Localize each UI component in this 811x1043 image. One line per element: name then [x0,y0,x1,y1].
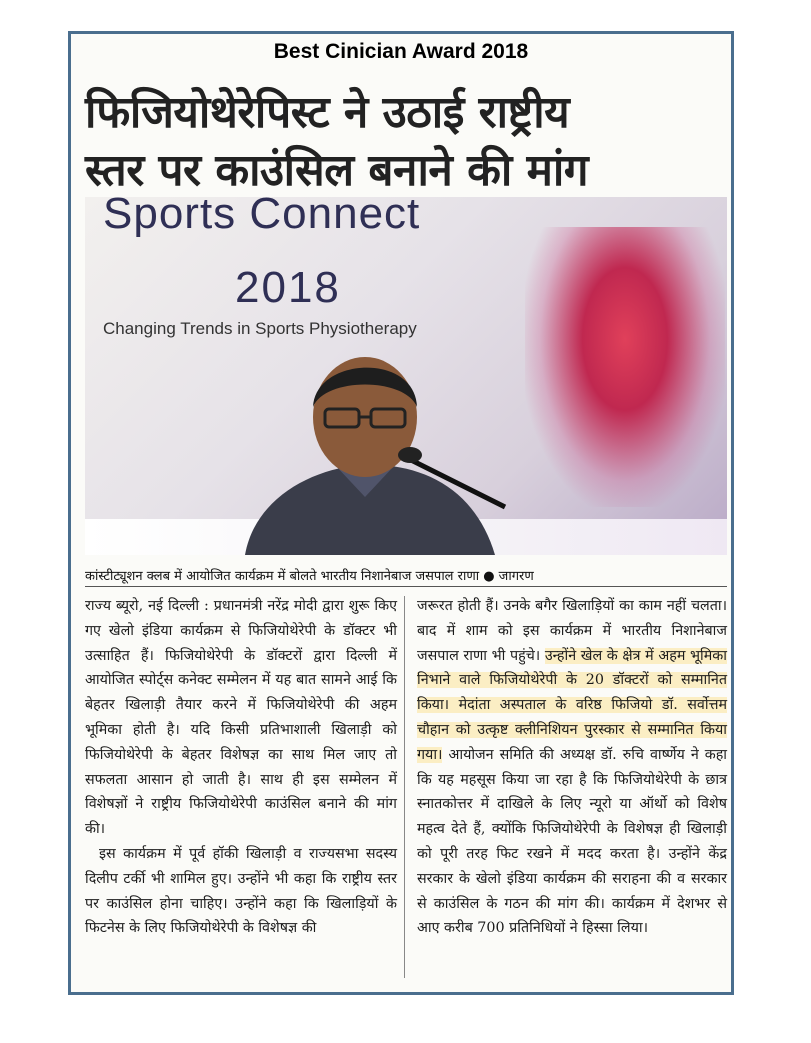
banner-subtitle: Changing Trends in Sports Physiotherapy [103,319,417,338]
article-text: जरूरत होती हैं। उनके बगैर खिलाड़ियों का काम नहीं चलता। बाद में शाम को इस कार्यक्रम में भारतीय निशानेबाज जसपाल राणा भी पहुंचे। [417,598,727,664]
article-paragraph [417,594,727,941]
photo-caption: कांस्टीट्यूशन क्लब में आयोजित कार्यक्रम में बोलते भारतीय निशानेबाज जसपाल राणा ● जागरण [85,569,534,584]
highlighted-text: उन्होंने खेल के क्षेत्र में अहम भूमिका निभाने वाले फिजियोथेरेपी के 20 डॉक्टरों को सम्मानित किया। मेदांता अस्पताल के वरिष्ठ फिजियो डॉ. सर्वोत्तम चौहान को उत्कृष्ट क्लीनिशियन पुरस्कार से सम्मानित किया गया। [417,647,727,763]
runner-graphic [525,227,725,507]
article-column-left [85,594,397,941]
article-paragraph: इस कार्यक्रम में पूर्व हॉकी खिलाड़ी व राज्यसभा सदस्य दिलीप टर्की भी शामिल हुए। उन्होंने भी कहा कि राष्ट्रीय स्तर पर काउंसिल होना चाहिए। उन्होंने कहा कि खिलाड़ियों के फिटनेस के लिए फिजियोथेरेपी के विशेषज्ञ की [85,845,397,937]
article-column-right [417,594,727,941]
newspaper-clipping [68,31,734,995]
caption-rule [85,586,727,587]
article-paragraph: राज्य ब्यूरो, नई दिल्ली : प्रधानमंत्री नरेंद्र मोदी द्वारा शुरू किए गए खेलो इंडिया कार्यक्रम से फिजियोथेरेपी के डॉक्टर भी उत्साहित हैं। फिजियोथेरेपी के डॉक्टरों द्वारा दिल्ली में आयोजित स्पोर्ट्स कनेक्ट सम्मेलन में यह बात सामने आई कि बेहतर खिलाड़ी तैयार करने में फिजियोथेरेपी की अहम भूमिका होती है। यदि किसी प्रतिभाशाली खिलाड़ी को फिजियोथेरेपी के बेहतर विशेषज्ञ का साथ मिल जाए तो सफलता आसान हो जाती है। साथ ही इस सम्मेलन में विशेषज्ञों ने राष्ट्रीय फिजियोथेरेपी काउंसिल बनाने की मांग की। [85,598,397,838]
banner-title: Sports Connect [103,197,421,238]
banner-year: 2018 [235,263,341,312]
article-text: आयोजन समिति की अध्यक्ष डॉ. रुचि वार्ष्णेय ने कहा कि यह महसूस किया जा रहा है कि फिजियोथेरेपी के छात्र स्नातकोत्तर में दाखिले के लिए न्यूरो या ऑर्थो को विशेष महत्व देते हैं, क्योंकि फिजियोथेरेपी के विशेषज्ञ ही खिलाड़ी को पूरी तरह फिट रखने में मदद करता है। उन्होंने केंद्र सरकार के खेलो इंडिया कार्यक्रम की सराहना की व सरकार से काउंसिल के गठन की मांग की। कार्यक्रम में देशभर से आए करीब 700 प्रतिनिधियों ने हिस्सा लिया। [417,746,728,937]
headline-line-1: फिजियोथेरेपिस्ट ने उठाई राष्ट्रीय [85,87,570,138]
column-divider [404,596,405,978]
speaker-figure [205,347,525,555]
event-photo [85,197,727,555]
headline-line-2: स्तर पर काउंसिल बनाने की मांग [85,145,589,196]
award-title: Best Cinician Award 2018 [273,40,529,63]
